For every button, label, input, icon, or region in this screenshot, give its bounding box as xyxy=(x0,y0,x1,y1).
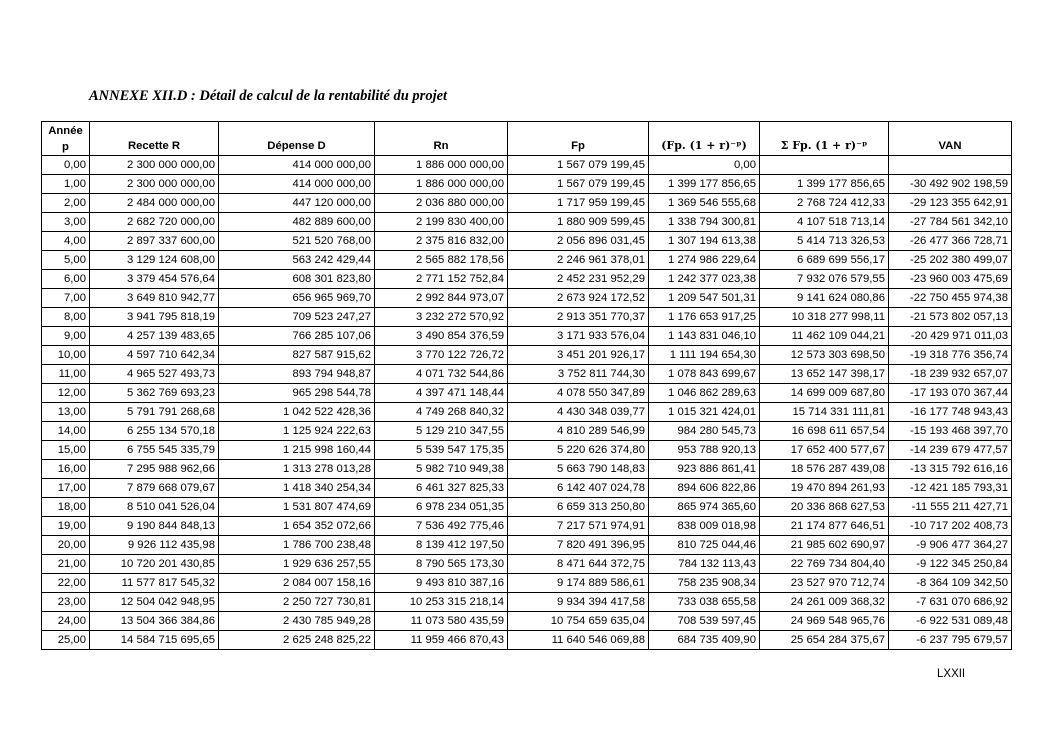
header-depense: Dépense D xyxy=(219,122,375,156)
cumulative-flow-cell: 21 174 877 646,51 xyxy=(760,517,889,536)
depense-cell: 965 298 544,78 xyxy=(219,384,375,403)
year-cell: 4,00 xyxy=(42,232,90,251)
depense-cell: 447 120 000,00 xyxy=(219,194,375,213)
fp-cell: 1 567 079 199,45 xyxy=(508,175,649,194)
fp-cell: 1 880 909 599,45 xyxy=(508,213,649,232)
discounted-flow-cell: 684 735 409,90 xyxy=(649,631,760,650)
recette-cell: 9 926 112 435,98 xyxy=(90,536,219,555)
depense-cell: 1 418 340 254,34 xyxy=(219,479,375,498)
rn-cell: 11 959 466 870,43 xyxy=(375,631,508,650)
cumulative-flow-cell: 6 689 699 556,17 xyxy=(760,251,889,270)
header-rn: Rn xyxy=(375,122,508,156)
table-row xyxy=(42,631,1012,650)
depense-cell: 1 042 522 428,36 xyxy=(219,403,375,422)
discounted-flow-cell: 1 111 194 654,30 xyxy=(649,346,760,365)
discounted-flow-cell: 1 242 377 023,38 xyxy=(649,270,760,289)
recette-cell: 14 584 715 695,65 xyxy=(90,631,219,650)
fp-cell: 2 056 896 031,45 xyxy=(508,232,649,251)
discounted-flow-cell: 0,00 xyxy=(649,156,760,175)
van-cell: -12 421 185 793,31 xyxy=(889,479,1012,498)
table-row xyxy=(42,270,1012,289)
depense-cell: 766 285 107,06 xyxy=(219,327,375,346)
cumulative-flow-cell xyxy=(760,156,889,175)
cumulative-flow-cell: 14 699 009 687,80 xyxy=(760,384,889,403)
year-cell: 24,00 xyxy=(42,612,90,631)
rn-cell: 5 129 210 347,55 xyxy=(375,422,508,441)
rn-cell: 1 886 000 000,00 xyxy=(375,156,508,175)
fp-cell: 4 810 289 546,99 xyxy=(508,422,649,441)
table-row xyxy=(42,460,1012,479)
fp-cell: 4 430 348 039,77 xyxy=(508,403,649,422)
cumulative-flow-cell: 2 768 724 412,33 xyxy=(760,194,889,213)
rn-cell: 11 073 580 435,59 xyxy=(375,612,508,631)
header-fp: Fp xyxy=(508,122,649,156)
header-recette: Recette R xyxy=(90,122,219,156)
year-cell: 11,00 xyxy=(42,365,90,384)
fp-cell: 1 717 959 199,45 xyxy=(508,194,649,213)
van-cell: -17 193 070 367,44 xyxy=(889,384,1012,403)
rn-cell: 7 536 492 775,46 xyxy=(375,517,508,536)
cumulative-flow-cell: 19 470 894 261,93 xyxy=(760,479,889,498)
discounted-flow-cell: 1 209 547 501,31 xyxy=(649,289,760,308)
van-cell: -16 177 748 943,43 xyxy=(889,403,1012,422)
table-row xyxy=(42,289,1012,308)
cumulative-flow-cell: 11 462 109 044,21 xyxy=(760,327,889,346)
van-cell: -10 717 202 408,73 xyxy=(889,517,1012,536)
cumulative-flow-cell: 17 652 400 577,67 xyxy=(760,441,889,460)
rn-cell: 9 493 810 387,16 xyxy=(375,574,508,593)
fp-cell: 2 246 961 378,01 xyxy=(508,251,649,270)
cumulative-flow-cell: 18 576 287 439,08 xyxy=(760,460,889,479)
year-cell: 25,00 xyxy=(42,631,90,650)
recette-cell: 6 255 134 570,18 xyxy=(90,422,219,441)
discounted-flow-cell: 984 280 545,73 xyxy=(649,422,760,441)
table-row xyxy=(42,555,1012,574)
year-cell: 3,00 xyxy=(42,213,90,232)
table-row xyxy=(42,422,1012,441)
recette-cell: 5 362 769 693,23 xyxy=(90,384,219,403)
discounted-flow-cell: 1 046 862 289,63 xyxy=(649,384,760,403)
year-cell: 2,00 xyxy=(42,194,90,213)
depense-cell: 2 084 007 158,16 xyxy=(219,574,375,593)
cumulative-flow-cell: 4 107 518 713,14 xyxy=(760,213,889,232)
depense-cell: 1 215 998 160,44 xyxy=(219,441,375,460)
cumulative-flow-cell: 23 527 970 712,74 xyxy=(760,574,889,593)
depense-cell: 563 242 429,44 xyxy=(219,251,375,270)
year-cell: 20,00 xyxy=(42,536,90,555)
depense-cell: 1 654 352 072,66 xyxy=(219,517,375,536)
recette-cell: 9 190 844 848,13 xyxy=(90,517,219,536)
rn-cell: 2 771 152 752,84 xyxy=(375,270,508,289)
cumulative-flow-cell: 12 573 303 698,50 xyxy=(760,346,889,365)
recette-cell: 3 379 454 576,64 xyxy=(90,270,219,289)
year-cell: 10,00 xyxy=(42,346,90,365)
rn-cell: 3 232 272 570,92 xyxy=(375,308,508,327)
recette-cell: 3 649 810 942,77 xyxy=(90,289,219,308)
recette-cell: 6 755 545 335,79 xyxy=(90,441,219,460)
van-cell: -23 960 003 475,69 xyxy=(889,270,1012,289)
recette-cell: 2 300 000 000,00 xyxy=(90,175,219,194)
fp-cell: 11 640 546 069,88 xyxy=(508,631,649,650)
table-row xyxy=(42,308,1012,327)
table-row xyxy=(42,517,1012,536)
cumulative-flow-cell: 1 399 177 856,65 xyxy=(760,175,889,194)
discounted-flow-cell: 1 274 986 229,64 xyxy=(649,251,760,270)
recette-cell: 4 965 527 493,73 xyxy=(90,365,219,384)
rn-cell: 3 490 854 376,59 xyxy=(375,327,508,346)
fp-cell: 1 567 079 199,45 xyxy=(508,156,649,175)
fp-cell: 3 752 811 744,30 xyxy=(508,365,649,384)
cumulative-flow-cell: 22 769 734 804,40 xyxy=(760,555,889,574)
cumulative-flow-cell: 25 654 284 375,67 xyxy=(760,631,889,650)
cumulative-flow-cell: 13 652 147 398,17 xyxy=(760,365,889,384)
depense-cell: 827 587 915,62 xyxy=(219,346,375,365)
recette-cell: 10 720 201 430,85 xyxy=(90,555,219,574)
van-cell: -9 122 345 250,84 xyxy=(889,555,1012,574)
recette-cell: 4 597 710 642,34 xyxy=(90,346,219,365)
year-cell: 17,00 xyxy=(42,479,90,498)
cumulative-flow-cell: 7 932 076 579,55 xyxy=(760,270,889,289)
fp-cell: 7 217 571 974,91 xyxy=(508,517,649,536)
table-row xyxy=(42,232,1012,251)
discounted-flow-cell: 784 132 113,43 xyxy=(649,555,760,574)
recette-cell: 2 300 000 000,00 xyxy=(90,156,219,175)
table-row xyxy=(42,346,1012,365)
header-discounted-flow: (Fp. (1 + r)⁻ᵖ) xyxy=(649,122,760,156)
rn-cell: 5 982 710 949,38 xyxy=(375,460,508,479)
header-van: VAN xyxy=(889,122,1012,156)
fp-cell: 2 452 231 952,29 xyxy=(508,270,649,289)
depense-cell: 414 000 000,00 xyxy=(219,156,375,175)
table-row xyxy=(42,175,1012,194)
discounted-flow-cell: 1 176 653 917,25 xyxy=(649,308,760,327)
depense-cell: 1 125 924 222,63 xyxy=(219,422,375,441)
fp-cell: 3 451 201 926,17 xyxy=(508,346,649,365)
discounted-flow-cell: 1 143 831 046,10 xyxy=(649,327,760,346)
van-cell xyxy=(889,156,1012,175)
table-body xyxy=(42,156,1012,650)
recette-cell: 12 504 042 948,95 xyxy=(90,593,219,612)
cumulative-flow-cell: 10 318 277 998,11 xyxy=(760,308,889,327)
fp-cell: 2 913 351 770,37 xyxy=(508,308,649,327)
recette-cell: 11 577 817 545,32 xyxy=(90,574,219,593)
discounted-flow-cell: 1 399 177 856,65 xyxy=(649,175,760,194)
cumulative-flow-cell: 9 141 624 080,86 xyxy=(760,289,889,308)
depense-cell: 2 250 727 730,81 xyxy=(219,593,375,612)
table-row xyxy=(42,403,1012,422)
table-row xyxy=(42,194,1012,213)
van-cell: -26 477 366 728,71 xyxy=(889,232,1012,251)
fp-cell: 7 820 491 396,95 xyxy=(508,536,649,555)
discounted-flow-cell: 1 307 194 613,38 xyxy=(649,232,760,251)
depense-cell: 1 531 807 474,69 xyxy=(219,498,375,517)
fp-cell: 6 659 313 250,80 xyxy=(508,498,649,517)
rn-cell: 10 253 315 218,14 xyxy=(375,593,508,612)
header-cumulative-flow: Σ Fp. (1 + r)⁻ᵖ xyxy=(760,122,889,156)
rn-cell: 4 397 471 148,44 xyxy=(375,384,508,403)
van-cell: -20 429 971 011,03 xyxy=(889,327,1012,346)
fp-cell: 10 754 659 635,04 xyxy=(508,612,649,631)
rn-cell: 2 992 844 973,07 xyxy=(375,289,508,308)
depense-cell: 2 625 248 825,22 xyxy=(219,631,375,650)
rn-cell: 2 565 882 178,56 xyxy=(375,251,508,270)
year-cell: 6,00 xyxy=(42,270,90,289)
fp-cell: 8 471 644 372,75 xyxy=(508,555,649,574)
discounted-flow-cell: 758 235 908,34 xyxy=(649,574,760,593)
year-cell: 16,00 xyxy=(42,460,90,479)
recette-cell: 8 510 041 526,04 xyxy=(90,498,219,517)
year-cell: 7,00 xyxy=(42,289,90,308)
table-row xyxy=(42,251,1012,270)
depense-cell: 1 313 278 013,28 xyxy=(219,460,375,479)
recette-cell: 2 897 337 600,00 xyxy=(90,232,219,251)
discounted-flow-cell: 894 606 822,86 xyxy=(649,479,760,498)
table-row xyxy=(42,156,1012,175)
cumulative-flow-cell: 20 336 868 627,53 xyxy=(760,498,889,517)
table-row xyxy=(42,384,1012,403)
year-cell: 12,00 xyxy=(42,384,90,403)
discounted-flow-cell: 838 009 018,98 xyxy=(649,517,760,536)
fp-cell: 5 663 790 148,83 xyxy=(508,460,649,479)
fp-cell: 5 220 626 374,80 xyxy=(508,441,649,460)
van-cell: -7 631 070 686,92 xyxy=(889,593,1012,612)
discounted-flow-cell: 1 338 794 300,81 xyxy=(649,213,760,232)
table-row xyxy=(42,574,1012,593)
rn-cell: 8 139 412 197,50 xyxy=(375,536,508,555)
fp-cell: 9 934 394 417,58 xyxy=(508,593,649,612)
van-cell: -30 492 902 198,59 xyxy=(889,175,1012,194)
recette-cell: 2 484 000 000,00 xyxy=(90,194,219,213)
van-cell: -25 202 380 499,07 xyxy=(889,251,1012,270)
recette-cell: 7 879 668 079,67 xyxy=(90,479,219,498)
depense-cell: 1 786 700 238,48 xyxy=(219,536,375,555)
cumulative-flow-cell: 24 261 009 368,32 xyxy=(760,593,889,612)
rentability-table xyxy=(41,121,1012,650)
fp-cell: 3 171 933 576,04 xyxy=(508,327,649,346)
depense-cell: 414 000 000,00 xyxy=(219,175,375,194)
discounted-flow-cell: 708 539 597,45 xyxy=(649,612,760,631)
recette-cell: 4 257 139 483,65 xyxy=(90,327,219,346)
year-cell: 8,00 xyxy=(42,308,90,327)
table-row xyxy=(42,593,1012,612)
van-cell: -11 555 211 427,71 xyxy=(889,498,1012,517)
rn-cell: 2 199 830 400,00 xyxy=(375,213,508,232)
cumulative-flow-cell: 21 985 602 690,97 xyxy=(760,536,889,555)
van-cell: -19 318 776 356,74 xyxy=(889,346,1012,365)
discounted-flow-cell: 1 015 321 424,01 xyxy=(649,403,760,422)
cumulative-flow-cell: 24 969 548 965,76 xyxy=(760,612,889,631)
discounted-flow-cell: 923 886 861,41 xyxy=(649,460,760,479)
year-cell: 0,00 xyxy=(42,156,90,175)
recette-cell: 3 129 124 608,00 xyxy=(90,251,219,270)
cumulative-flow-cell: 5 414 713 326,53 xyxy=(760,232,889,251)
depense-cell: 709 523 247,27 xyxy=(219,308,375,327)
van-cell: -29 123 355 642,91 xyxy=(889,194,1012,213)
page-title: ANNEXE XII.D : Détail de calcul de la rentabilité du projet xyxy=(89,88,448,104)
discounted-flow-cell: 810 725 044,46 xyxy=(649,536,760,555)
depense-cell: 2 430 785 949,28 xyxy=(219,612,375,631)
depense-cell: 1 929 636 257,55 xyxy=(219,555,375,574)
year-cell: 22,00 xyxy=(42,574,90,593)
rn-cell: 4 071 732 544,86 xyxy=(375,365,508,384)
van-cell: -14 239 679 477,57 xyxy=(889,441,1012,460)
table-header-row xyxy=(42,122,1012,156)
cumulative-flow-cell: 15 714 331 111,81 xyxy=(760,403,889,422)
year-cell: 21,00 xyxy=(42,555,90,574)
fp-cell: 2 673 924 172,52 xyxy=(508,289,649,308)
van-cell: -15 193 468 397,70 xyxy=(889,422,1012,441)
recette-cell: 7 295 988 962,66 xyxy=(90,460,219,479)
table-row xyxy=(42,479,1012,498)
discounted-flow-cell: 733 038 655,58 xyxy=(649,593,760,612)
recette-cell: 3 941 795 818,19 xyxy=(90,308,219,327)
depense-cell: 608 301 823,80 xyxy=(219,270,375,289)
depense-cell: 482 889 600,00 xyxy=(219,213,375,232)
van-cell: -27 784 561 342,10 xyxy=(889,213,1012,232)
year-cell: 14,00 xyxy=(42,422,90,441)
discounted-flow-cell: 865 974 365,60 xyxy=(649,498,760,517)
van-cell: -8 364 109 342,50 xyxy=(889,574,1012,593)
fp-cell: 9 174 889 586,61 xyxy=(508,574,649,593)
van-cell: -13 315 792 616,16 xyxy=(889,460,1012,479)
recette-cell: 2 682 720 000,00 xyxy=(90,213,219,232)
van-cell: -21 573 802 057,13 xyxy=(889,308,1012,327)
year-cell: 23,00 xyxy=(42,593,90,612)
fp-cell: 6 142 407 024,78 xyxy=(508,479,649,498)
rn-cell: 6 978 234 051,35 xyxy=(375,498,508,517)
table-row xyxy=(42,365,1012,384)
recette-cell: 13 504 366 384,86 xyxy=(90,612,219,631)
rn-cell: 1 886 000 000,00 xyxy=(375,175,508,194)
rn-cell: 3 770 122 726,72 xyxy=(375,346,508,365)
van-cell: -6 237 795 679,57 xyxy=(889,631,1012,650)
year-cell: 18,00 xyxy=(42,498,90,517)
rn-cell: 4 749 268 840,32 xyxy=(375,403,508,422)
van-cell: -22 750 455 974,38 xyxy=(889,289,1012,308)
fp-cell: 4 078 550 347,89 xyxy=(508,384,649,403)
rn-cell: 5 539 547 175,35 xyxy=(375,441,508,460)
header-year: Année p xyxy=(42,122,90,156)
year-cell: 5,00 xyxy=(42,251,90,270)
year-cell: 9,00 xyxy=(42,327,90,346)
table-row xyxy=(42,441,1012,460)
van-cell: -6 922 531 089,48 xyxy=(889,612,1012,631)
year-cell: 13,00 xyxy=(42,403,90,422)
table-row xyxy=(42,498,1012,517)
van-cell: -9 906 477 364,27 xyxy=(889,536,1012,555)
page-number: LXXII xyxy=(937,668,966,680)
rn-cell: 8 790 565 173,30 xyxy=(375,555,508,574)
table-row xyxy=(42,536,1012,555)
discounted-flow-cell: 953 788 920,13 xyxy=(649,441,760,460)
depense-cell: 656 965 969,70 xyxy=(219,289,375,308)
discounted-flow-cell: 1 369 546 555,68 xyxy=(649,194,760,213)
cumulative-flow-cell: 16 698 611 657,54 xyxy=(760,422,889,441)
year-cell: 1,00 xyxy=(42,175,90,194)
recette-cell: 5 791 791 268,68 xyxy=(90,403,219,422)
rn-cell: 2 036 880 000,00 xyxy=(375,194,508,213)
table-row xyxy=(42,612,1012,631)
table-row xyxy=(42,213,1012,232)
van-cell: -18 239 932 657,07 xyxy=(889,365,1012,384)
depense-cell: 893 794 948,87 xyxy=(219,365,375,384)
rn-cell: 2 375 816 832,00 xyxy=(375,232,508,251)
rn-cell: 6 461 327 825,33 xyxy=(375,479,508,498)
table-row xyxy=(42,327,1012,346)
discounted-flow-cell: 1 078 843 699,67 xyxy=(649,365,760,384)
year-cell: 15,00 xyxy=(42,441,90,460)
depense-cell: 521 520 768,00 xyxy=(219,232,375,251)
year-cell: 19,00 xyxy=(42,517,90,536)
